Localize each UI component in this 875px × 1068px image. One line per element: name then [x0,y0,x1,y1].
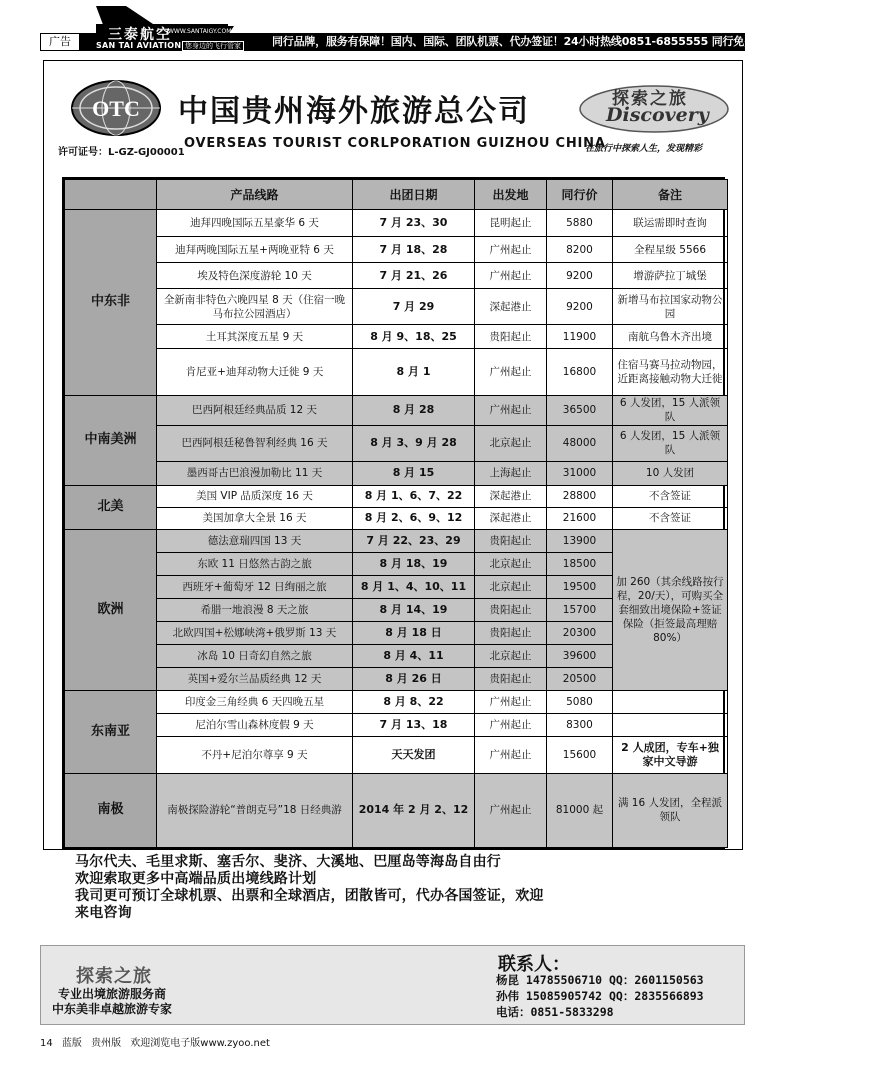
tagline-1: 专业出境旅游服务商 [58,987,167,1001]
otc-globe-logo [68,78,164,138]
route-name: 巴西阿根廷秘鲁智利经典 16 天 [157,425,353,461]
brand-tagline: 您身边的飞行管家 [182,41,244,51]
route-origin: 北京起止 [475,552,547,575]
footer-note: 欢迎浏览电子版www.zyoo.net [130,1038,270,1049]
header-price: 同行价 [547,180,613,210]
table-row [65,395,728,425]
header-note: 备注 [613,180,728,210]
route-date: 7 月 22、23、29 [353,529,475,552]
contact-item: 电话：0851-5833298 [496,1005,614,1019]
route-name: 土耳其深度五星 9 天 [157,325,353,349]
route-table [62,177,725,850]
route-origin: 北京起止 [475,645,547,668]
table-row [65,485,728,507]
route-name: 冰岛 10 日奇幻自然之旅 [157,645,353,668]
route-note: 6 人发团，15 人派领队 [613,395,728,425]
promo-line: 我司更可预订全球机票、出票和全球酒店，团散皆可，代办各国签证，欢迎 [75,888,544,904]
tagline-2: 中东美非卓越旅游专家 [52,1002,173,1016]
table-row [65,289,728,325]
route-price: 13900 [547,529,613,552]
discovery-cn: 探索之旅 [612,89,688,109]
region-edition: 贵州版 [91,1038,122,1049]
route-name: 埃及特色深度游轮 10 天 [157,263,353,289]
route-name: 肯尼亚+迪拜动物大迁徙 9 天 [157,349,353,395]
route-name: 美国加拿大全景 16 天 [157,507,353,529]
route-name: 美国 VIP 品质深度 16 天 [157,485,353,507]
route-name: 全新南非特色六晚四星 8 天（住宿一晚马布拉公园酒店） [157,289,353,325]
route-date: 8 月 28 [353,395,475,425]
route-note [613,714,728,737]
route-name: 不丹+尼泊尔尊享 9 天 [157,737,353,773]
region-label: 东南亚 [65,691,157,773]
brand-name: 三泰航空 [108,27,172,43]
route-date: 7 月 18、28 [353,237,475,263]
route-origin: 广州起止 [475,773,547,847]
license-number: 许可证号：L-GZ-GJ00001 [58,147,185,158]
route-price: 9200 [547,263,613,289]
table-row [65,210,728,237]
edition: 蓝版 [61,1038,82,1049]
route-origin: 昆明起止 [475,210,547,237]
route-price: 5880 [547,210,613,237]
route-date: 8 月 9、18、25 [353,325,475,349]
header-origin: 出发地 [475,180,547,210]
route-note: 联运需即时查询 [613,210,728,237]
table-row [65,714,728,737]
table-row [65,349,728,395]
promo-line: 欢迎索取更多中高端品质出境线路计划 [75,871,317,887]
route-origin: 广州起止 [475,237,547,263]
route-date: 7 月 29 [353,289,475,325]
route-date: 8 月 14、19 [353,599,475,622]
route-name: 希腊一地浪漫 8 天之旅 [157,599,353,622]
route-origin: 上海起止 [475,461,547,485]
discovery-en: Discovery [606,104,709,126]
route-price: 48000 [547,425,613,461]
route-note: 增游萨拉丁城堡 [613,263,728,289]
route-date: 天天发团 [353,737,475,773]
region-label: 南极 [65,773,157,847]
route-price: 5080 [547,691,613,714]
discovery-slogan: 在旅行中探索人生，发现精彩 [585,144,703,154]
route-origin: 贵阳起止 [475,529,547,552]
route-name: 西班牙+葡萄牙 12 日绚丽之旅 [157,576,353,599]
otc-logo-text: OTC [92,96,140,121]
company-name-cn: 中国贵州海外旅游总公司 [178,94,530,129]
route-name: 南极探险游轮“普朗克号”18 日经典游 [157,773,353,847]
route-note: 不含签证 [613,507,728,529]
route-price: 20500 [547,668,613,691]
table-corner [65,180,157,210]
ad-tag: 广告 [40,33,80,51]
table-row [65,425,728,461]
route-price: 8300 [547,714,613,737]
route-date: 8 月 18 日 [353,622,475,645]
promo-text [75,854,544,922]
header-route: 产品线路 [157,180,353,210]
route-origin: 贵阳起止 [475,622,547,645]
route-date: 8 月 3、9 月 28 [353,425,475,461]
route-origin: 深起港止 [475,289,547,325]
route-name: 印度金三角经典 6 天四晚五星 [157,691,353,714]
route-origin: 广州起止 [475,263,547,289]
route-price: 15700 [547,599,613,622]
route-price: 19500 [547,576,613,599]
route-price: 16800 [547,349,613,395]
route-origin: 广州起止 [475,691,547,714]
route-name: 北欧四国+松娜峡湾+俄罗斯 13 天 [157,622,353,645]
route-date: 8 月 1、6、7、22 [353,485,475,507]
route-date: 8 月 4、11 [353,645,475,668]
route-date: 8 月 15 [353,461,475,485]
route-name: 德法意瑞四国 13 天 [157,529,353,552]
route-origin: 广州起止 [475,395,547,425]
route-price: 15600 [547,737,613,773]
route-date: 8 月 18、19 [353,552,475,575]
header-date: 出团日期 [353,180,475,210]
table-row [65,773,728,847]
route-name: 巴西阿根廷经典品质 12 天 [157,395,353,425]
route-note: 6 人发团，15 人派领队 [613,425,728,461]
region-label: 中东非 [65,210,157,395]
page-number: 14 [40,1038,53,1049]
route-name: 迪拜两晚国际五星+两晚亚特 6 天 [157,237,353,263]
ad-slogan: 同行品牌，服务有保障！国内、国际、团队机票、代办签证！24小时热线0851-6855555 同行免费加盟0851-6800323-3 [272,35,875,48]
route-origin: 贵阳起止 [475,668,547,691]
route-date: 7 月 13、18 [353,714,475,737]
route-date: 8 月 1 [353,349,475,395]
route-note: 满 16 人发团，全程派领队 [613,773,728,847]
region-label: 欧洲 [65,529,157,690]
route-name: 东欧 11 日悠然古韵之旅 [157,552,353,575]
brand-url: WWW.SANTAIGY.COM [168,28,232,35]
route-date: 8 月 1、4、10、11 [353,576,475,599]
route-price: 9200 [547,289,613,325]
route-price: 31000 [547,461,613,485]
route-origin: 深起港止 [475,507,547,529]
region-label: 中南美洲 [65,395,157,485]
route-origin: 广州起止 [475,349,547,395]
route-note: 南航乌鲁木齐出境 [613,325,728,349]
route-price: 20300 [547,622,613,645]
route-note: 住宿马赛马拉动物园，近距离接触动物大迁徙 [613,349,728,395]
route-price: 28800 [547,485,613,507]
company-name-en: OVERSEAS TOURIST CORLPORATION GUIZHOU CHINA [184,136,606,151]
route-date: 7 月 23、30 [353,210,475,237]
region-label: 北美 [65,485,157,529]
table-row [65,737,728,773]
route-origin: 深起港止 [475,485,547,507]
route-price: 39600 [547,645,613,668]
route-note: 新增马布拉国家动物公园 [613,289,728,325]
promo-line: 来电咨询 [75,905,132,921]
route-note: 2 人成团，专车+独家中文导游 [613,737,728,773]
contact-item: 杨昆 14785506710 QQ：2601150563 [496,973,704,987]
route-date: 8 月 8、22 [353,691,475,714]
route-note: 不含签证 [613,485,728,507]
route-note: 10 人发团 [613,461,728,485]
route-note: 全程星级 5566 [613,237,728,263]
route-date: 7 月 21、26 [353,263,475,289]
route-price: 8200 [547,237,613,263]
route-name: 迪拜四晚国际五星豪华 6 天 [157,210,353,237]
brand-english: SAN TAI AVIATION [96,41,182,50]
table-row [65,507,728,529]
europe-note: 加 260（其余线路按行程，20/天），可购买全套细致出境保险+签证保险（拒签最高理赔 80%） [613,529,728,690]
table-row [65,691,728,714]
contact-item: 孙伟 15085905742 QQ：2835566893 [496,989,704,1003]
promo-line: 马尔代夫、毛里求斯、塞舌尔、斐济、大溪地、巴厘岛等海岛自由行 [75,854,501,870]
route-origin: 广州起止 [475,737,547,773]
route-price: 18500 [547,552,613,575]
table-row [65,529,728,552]
route-note [613,691,728,714]
contact-title: 联系人： [498,954,570,975]
route-date: 8 月 26 日 [353,668,475,691]
contact-list [496,972,704,1020]
route-price: 81000 起 [547,773,613,847]
page-footer [40,1034,276,1049]
route-price: 11900 [547,325,613,349]
table-row [65,237,728,263]
route-origin: 北京起止 [475,425,547,461]
route-origin: 广州起止 [475,714,547,737]
route-origin: 北京起止 [475,576,547,599]
route-origin: 贵阳起止 [475,325,547,349]
route-date: 8 月 2、6、9、12 [353,507,475,529]
route-name: 英国+爱尔兰品质经典 12 天 [157,668,353,691]
route-price: 36500 [547,395,613,425]
route-name: 尼泊尔雪山森林度假 9 天 [157,714,353,737]
route-origin: 贵阳起止 [475,599,547,622]
table-row [65,325,728,349]
route-price: 21600 [547,507,613,529]
route-date: 2014 年 2 月 2、12 [353,773,475,847]
route-name: 墨西哥古巴浪漫加勒比 11 天 [157,461,353,485]
table-row [65,263,728,289]
table-row [65,461,728,485]
explore-title: 探索之旅 [76,966,152,987]
